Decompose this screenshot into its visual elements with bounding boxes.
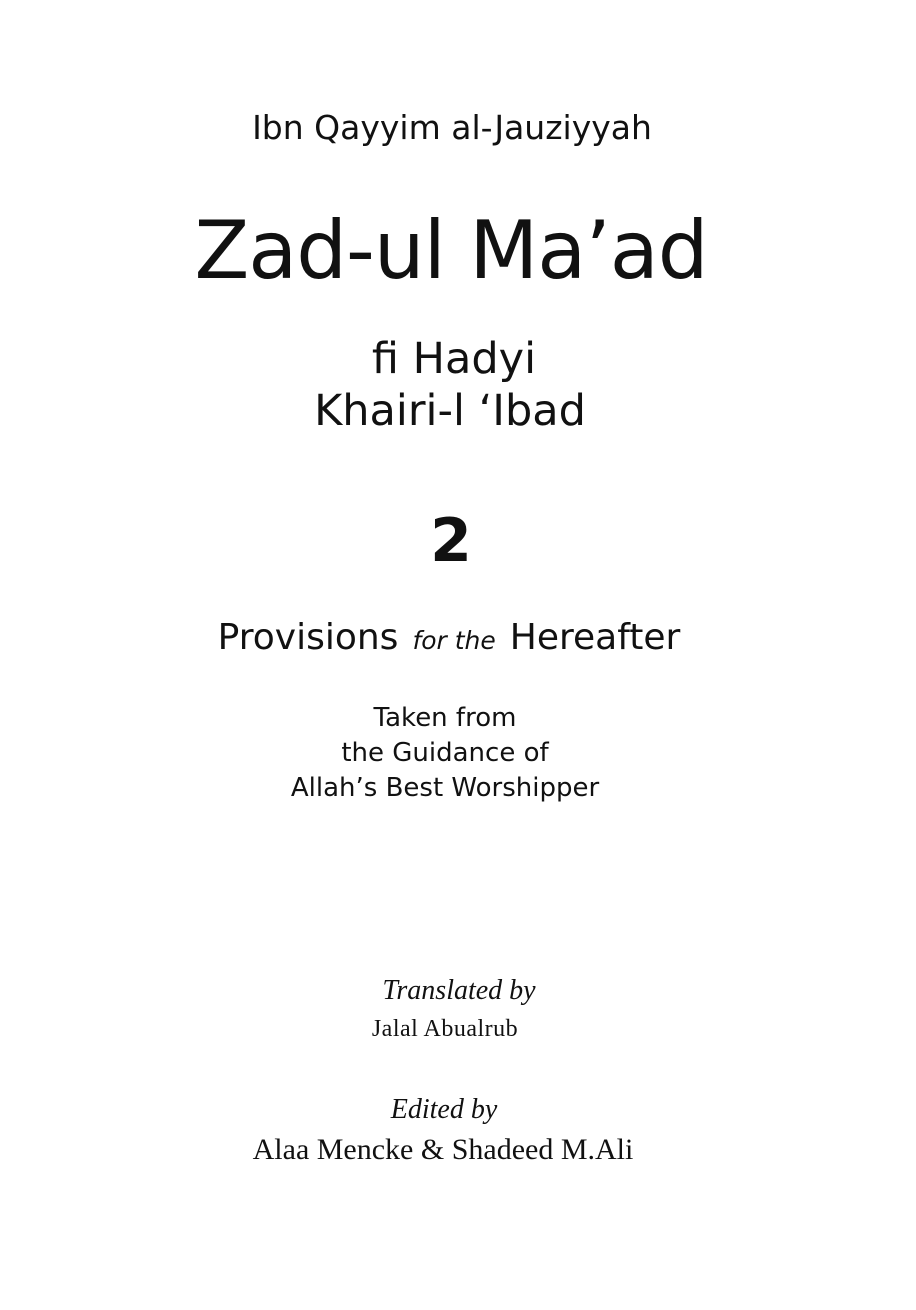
volume-number: 2: [430, 506, 472, 576]
subtitle-line-1: fi Hadyi: [371, 334, 537, 384]
description-line-3: Allah’s Best Worshipper: [290, 773, 600, 803]
subtitle-line-2: Khairi-l ‘Ibad: [314, 386, 586, 436]
book-title: Zad-ul Ma’ad: [194, 204, 708, 297]
english-title: [0, 617, 907, 658]
english-title-part3: Hereafter: [509, 617, 681, 658]
author-name: Ibn Qayyim al-Jauziyyah: [252, 108, 652, 147]
english-title-part1: Provisions: [217, 617, 399, 658]
editor-names: Alaa Mencke & Shadeed M.Ali: [252, 1133, 634, 1166]
translator-name: Jalal Abualrub: [371, 1016, 519, 1042]
english-title-part2: for the: [412, 626, 496, 655]
description-line-2: the Guidance of: [341, 738, 549, 768]
edited-by-label: Edited by: [390, 1094, 498, 1125]
description: [0, 701, 903, 806]
description-line-1: Taken from: [373, 703, 517, 733]
translated-by-label: Translated by: [382, 975, 536, 1006]
